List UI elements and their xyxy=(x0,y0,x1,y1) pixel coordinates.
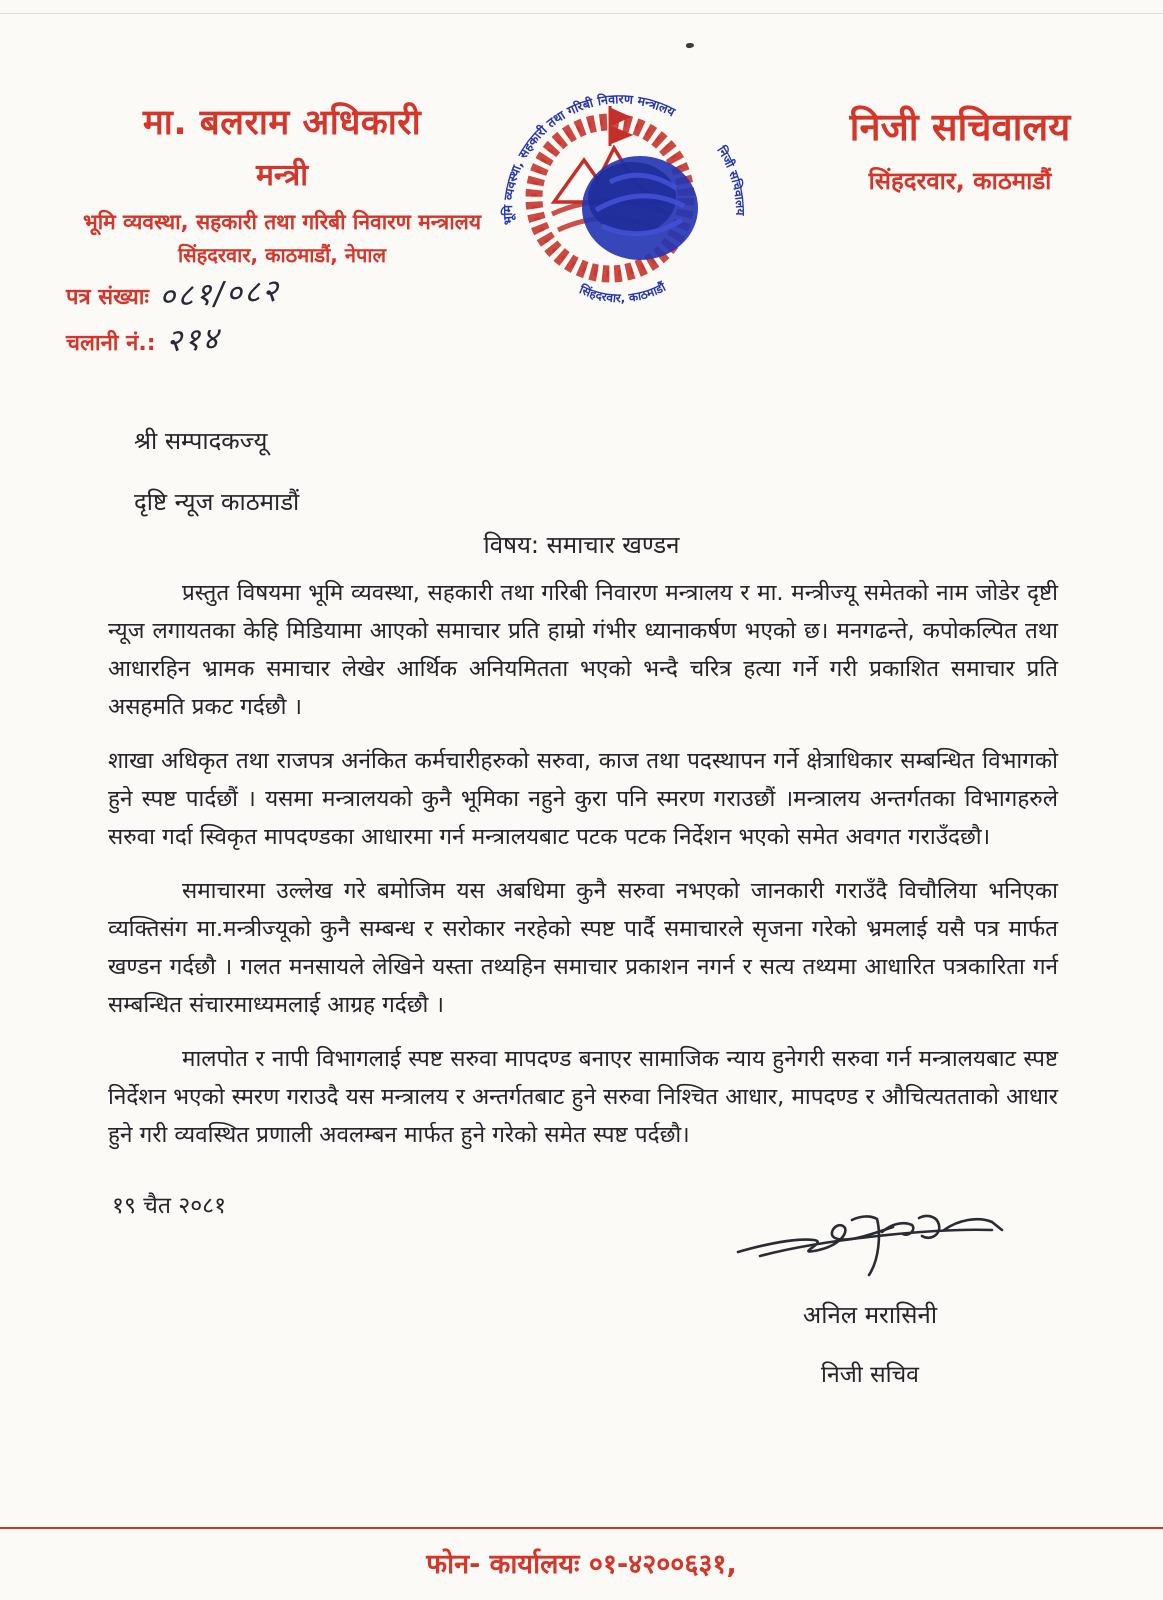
body-paragraph: मालपोत र नापी विभागलाई स्पष्ट सरुवा मापदण्ड बनाएर सामाजिक न्याय हुनेगरी सरुवा गर्न मन्त्रालयबाट स्पष्ट निर्देशन भएको स्मरण गराउदै यस मन्त्रालय र अन्तर्गतबाट हुने सरुवा निश्चित आधार, मापदण्ड र औचित्यतताको आधार हुने गरी व्यवस्थित प्रणाली अवलम्बन मार्फत हुने गरेको समेत स्पष्ट पर्दछौ। xyxy=(108,1046,1058,1148)
footer-divider xyxy=(0,1527,1163,1529)
body-paragraph: शाखा अधिकृत तथा राजपत्र अनंकित कर्मचारीहरुको सरुवा, काज तथा पदस्थापन गर्ने क्षेत्राधिकार सम्बन्धित विभागको हुने स्पष्ट पार्दछौं । यसमा मन्त्रालयको कुनै भूमिका नहुने कुरा पनि स्मरण गराउछौं ।मन्त्रालय अन्तर्गतका विभागहरुले सरुवा गर्दा स्विकृत मापदण्डका आधारमा गर्न मन्त्रालयबाट पटक पटक निर्देशन भएको समेत अवगत गराउँदछौ। xyxy=(108,748,1058,850)
scan-artifact-line xyxy=(0,13,1163,14)
body-paragraph: समाचारमा उल्लेख गरे बमोजिम यस अबधिमा कुनै सरुवा नभएको जानकारी गराउँदै विचौलिया भनिएका व्यक्तिसंग मा.मन्त्रीज्यूको कुनै सम्बन्ध र सरोकार नरहेको स्पष्ट पार्दै समाचारले सृजना गरेको भ्रमलाई यसै पत्र मार्फत खण्डन गर्दछौ । गलत मनसायले लेखिने यस्ता तथ्यहिन समाचार प्रकाशन नगर्न र सत्य तथ्यमा आधारित पत्रकारिता गर्न सम्बन्धित संचारमाध्यमलाई आग्रह गर्दछौ । xyxy=(108,878,1058,1018)
reference-block xyxy=(66,272,280,364)
letter-date: १९ चैत २०८१ xyxy=(112,1193,227,1219)
minister-title: मन्त्री xyxy=(255,158,309,193)
stamp-ring-text-main: भूमि व्यवस्था, सहकारी तथा गरिबी निवारण मन्त्रालय xyxy=(499,91,678,226)
seal-graphic-icon xyxy=(492,80,750,320)
svg-text:सिंहदरवार, काठमाडौं xyxy=(576,280,668,306)
ministry-name: भूमि व्यवस्था, सहकारी तथा गरिबी निवारण मन्त्रालय xyxy=(82,210,482,234)
dispatch-number-label: चलानी नं.: xyxy=(66,331,156,356)
secretariat-name: निजी सचिवालय xyxy=(849,105,1071,149)
letter-body xyxy=(108,574,1058,1170)
letter-number-row xyxy=(66,272,280,314)
signature-icon xyxy=(730,1200,1010,1280)
signatory-designation: निजी सचिव xyxy=(821,1362,919,1388)
stamp-ring-text-secondary: निजी सचिवालय xyxy=(714,143,748,216)
letter-number-value: ०८१/०८२ xyxy=(158,272,282,316)
recipient-salutation: श्री सम्पादकज्यू xyxy=(134,427,268,455)
dispatch-number-value: २१४ xyxy=(164,320,221,360)
footer-phone: फोन- कार्यालयः ०१-४२००६३१, xyxy=(426,1549,737,1580)
letterhead-right xyxy=(800,100,1120,197)
subject-line: विषय: समाचार खण्डन xyxy=(483,531,680,559)
letter-number-label: पत्र संख्याः xyxy=(66,285,149,310)
dispatch-number-row xyxy=(66,318,280,360)
official-seal xyxy=(492,80,750,320)
body-paragraph: प्रस्तुत विषयमा भूमि व्यवस्था, सहकारी तथा गरिबी निवारण मन्त्रालय र मा. मन्त्रीज्यू समेतको नाम जोडेर दृष्टी न्यूज लगायतका केहि मिडियामा आएको समाचार प्रति हाम्रो गंभीर ध्यानाकर्षण भएको छ। मनगढन्ते, कपोकल्पित तथा आधारहिन भ्रामक समाचार लेखेर आर्थिक अनियमितता भएको भन्दै चरित्र हत्या गर्ने गरी प्रकाशित समाचार प्रति असहमति प्रकट गर्दछौ । xyxy=(108,580,1058,720)
signature-block xyxy=(720,1200,1020,1389)
stamp-bottom-text: सिंहदरवार, काठमाडौं xyxy=(577,279,668,306)
ministry-address: सिंहदरवार, काठमाडौं, नेपाल xyxy=(177,243,387,267)
recipient-organization: दृष्टि न्यूज काठमाडौं xyxy=(134,488,300,516)
scan-artifact-speck xyxy=(686,42,695,48)
letterhead-left xyxy=(62,98,502,268)
secretariat-address: सिंहदरवार, काठमाडौं xyxy=(868,167,1052,195)
stamp-ink-icon xyxy=(582,156,698,260)
minister-name: मा. बलराम अधिकारी xyxy=(142,103,422,143)
signatory-name: अनिल मरासिनी xyxy=(802,1301,938,1329)
svg-text:निजी सचिवालय xyxy=(714,143,747,217)
